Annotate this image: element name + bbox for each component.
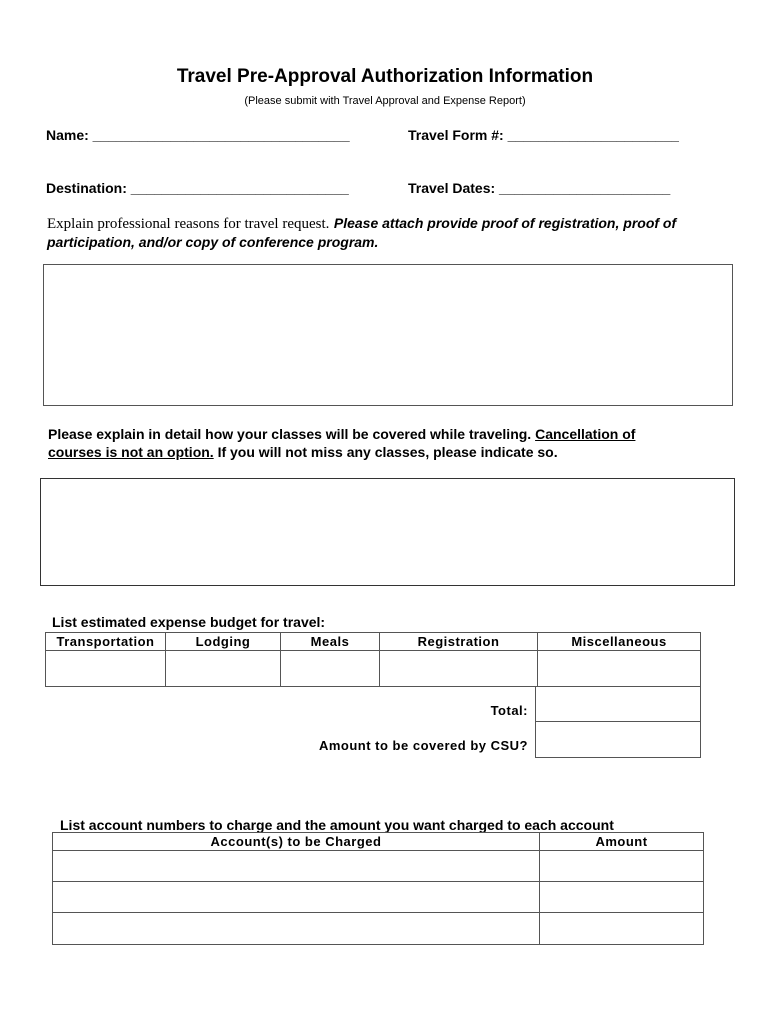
amount-cell[interactable] (540, 882, 704, 913)
reasons-note-line2: participation, and/or copy of conference program. (47, 234, 379, 250)
classes-underlined-2: courses is not an option. (48, 444, 214, 460)
budget-col-meals: Meals (281, 633, 380, 651)
budget-col-registration: Registration (380, 633, 538, 651)
reasons-prompt (47, 214, 737, 252)
budget-col-lodging: Lodging (166, 633, 281, 651)
accounts-col-amount: Amount (540, 833, 704, 851)
account-cell[interactable] (53, 851, 540, 882)
accounts-table (52, 832, 704, 945)
budget-csu-label: Amount to be covered by CSU? (318, 738, 528, 753)
classes-textbox[interactable] (40, 478, 735, 586)
amount-cell[interactable] (540, 851, 704, 882)
budget-csu-input[interactable] (535, 721, 701, 758)
travel-form-field[interactable]: Travel Form #: ______________________ (408, 127, 679, 143)
budget-total-label: Total: (490, 703, 528, 718)
classes-text-1: Please explain in detail how your classes will be covered while traveling. (48, 426, 532, 442)
budget-cell-registration[interactable] (380, 651, 538, 687)
accounts-col-account: Account(s) to be Charged (53, 833, 540, 851)
classes-underlined-1: Cancellation of (535, 426, 636, 442)
budget-cell-transportation[interactable] (46, 651, 166, 687)
reasons-note-line1: Please attach provide proof of registration, proof of (333, 215, 677, 231)
page-title: Travel Pre-Approval Authorization Information (176, 66, 594, 87)
amount-cell[interactable] (540, 913, 704, 945)
budget-col-transportation: Transportation (46, 633, 166, 651)
destination-field[interactable]: Destination: ____________________________ (46, 180, 349, 196)
budget-cell-lodging[interactable] (166, 651, 281, 687)
budget-heading: List estimated expense budget for travel: (52, 614, 326, 630)
reasons-textbox[interactable] (43, 264, 733, 406)
reasons-label: Explain professional reasons for travel request. (47, 216, 330, 232)
budget-table (45, 632, 701, 687)
name-field[interactable]: Name: _________________________________ (46, 127, 350, 143)
budget-total-input[interactable] (535, 686, 701, 722)
travel-dates-field[interactable]: Travel Dates: ______________________ (408, 180, 671, 196)
account-cell[interactable] (53, 913, 540, 945)
budget-col-miscellaneous: Miscellaneous (538, 633, 701, 651)
classes-text-2: If you will not miss any classes, please indicate so. (217, 444, 558, 460)
budget-cell-meals[interactable] (281, 651, 380, 687)
accounts-heading: List account numbers to charge and the amount you want charged to each account (60, 817, 614, 833)
page-subtitle: (Please submit with Travel Approval and Expense Report) (244, 95, 526, 107)
budget-cell-miscellaneous[interactable] (538, 651, 701, 687)
classes-prompt (48, 425, 728, 461)
account-cell[interactable] (53, 882, 540, 913)
